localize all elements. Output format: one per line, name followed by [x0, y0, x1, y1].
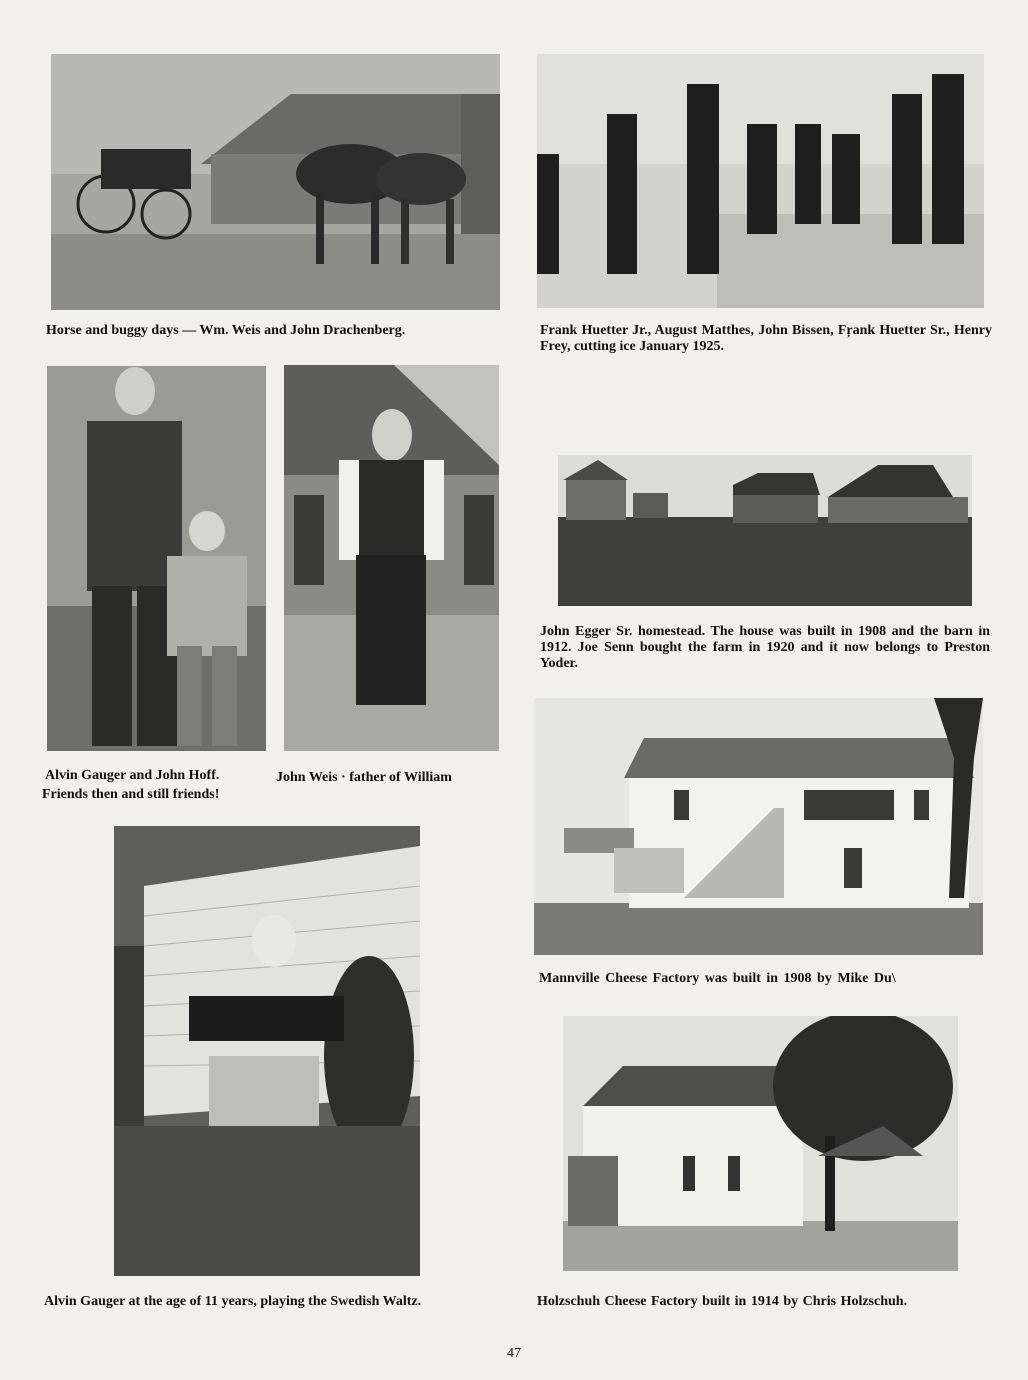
photo-holzschuh-cheese-factory	[563, 1016, 958, 1271]
photo-cutting-ice	[537, 54, 984, 308]
caption-cutting-ice: Frank Huetter Jr., August Matthes, John Bissen, Fŗank Huetter Sr., Henry Frey, cutting ice January 1925.	[540, 323, 992, 354]
caption-alvin-gauger-accordion: Alvin Gauger at the age of 11 years, playing the Swedish Waltz.	[44, 1294, 422, 1309]
bleed-through-text-top	[55, 34, 495, 50]
caption-john-weis: John Weis · father of William	[276, 770, 452, 785]
photo-john-weis	[284, 365, 499, 751]
caption-john-egger-homestead: John Egger Sr. homestead. The house was built in 1908 and the barn in 1912. Joe Senn bought the farm in 1920 and it now belongs to Preston Yoder.	[540, 624, 990, 671]
caption-holzschuh-cheese-factory: Holzschuh Cheese Factory built in 1914 by Chris Holzschuh.	[537, 1294, 908, 1309]
photo-mannville-cheese-factory	[534, 698, 983, 955]
page-number: 47	[507, 1346, 521, 1361]
photo-john-egger-homestead	[558, 455, 972, 606]
caption-alvin-gauger-and-john-hoff-2: Friends then and still friends!	[42, 787, 220, 802]
photo-alvin-gauger-accordion	[114, 826, 420, 1276]
photo-alvin-gauger-and-john-hoff	[47, 366, 266, 751]
photo-horse-and-buggy	[51, 54, 500, 310]
caption-mannville-cheese-factory: Mannville Cheese Factory was built in 1908 by Mike Du\	[539, 971, 896, 986]
caption-alvin-gauger-and-john-hoff-1: Alvin Gauger and John Hoff.	[45, 768, 220, 783]
caption-horse-and-buggy: Horse and buggy days — Wm. Weis and John Drachenberg.	[46, 323, 406, 338]
